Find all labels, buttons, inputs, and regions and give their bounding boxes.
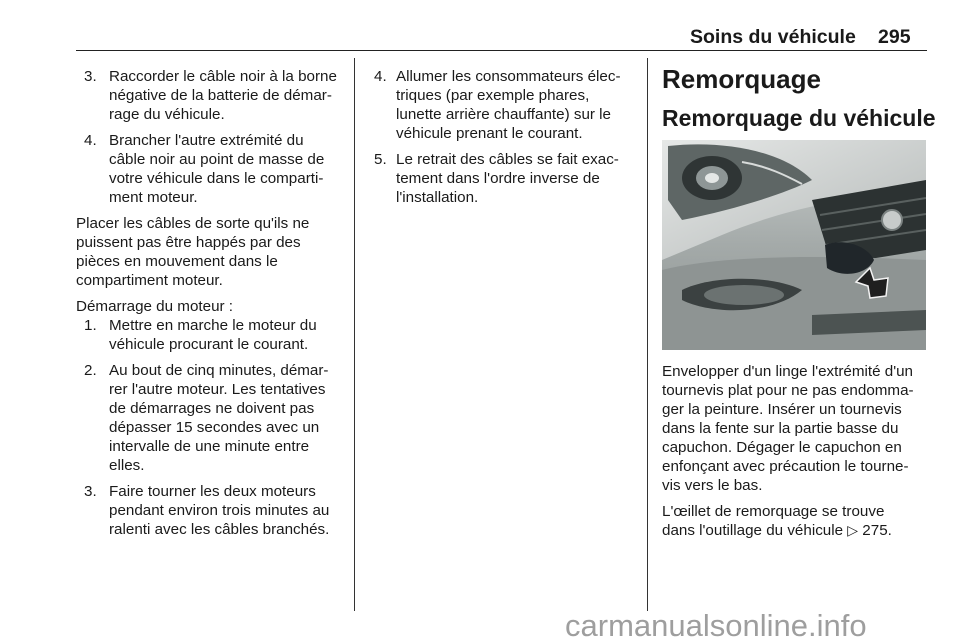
list-number: 5.	[374, 151, 387, 168]
header-rule	[76, 50, 927, 51]
section-subheading: Remorquage du véhicule	[662, 105, 936, 131]
reference-arrow-icon[interactable]: ▷	[847, 522, 859, 538]
column-2	[374, 67, 642, 214]
text-line: dépasser 15 secondes avec un	[109, 419, 320, 436]
paragraph	[76, 214, 348, 290]
text-line: vis vers le bas.	[662, 477, 763, 494]
text-line: rage du véhicule.	[109, 106, 225, 123]
text-line: tement dans l'ordre inverse de	[396, 170, 600, 187]
text-line: ger la peinture. Insérer un tournevis	[662, 401, 902, 418]
text-line: votre véhicule dans le comparti-	[109, 170, 324, 187]
list-item	[84, 131, 348, 207]
page-number: 295	[878, 26, 911, 48]
text-line: pièces en mouvement dans le	[76, 253, 278, 270]
text-line	[662, 521, 937, 540]
page-reference-link[interactable]: 275.	[862, 522, 892, 539]
text-line: câble noir au point de masse de	[109, 151, 325, 168]
text-line: enfonçant avec précaution le tourne-	[662, 458, 909, 475]
text-line: Le retrait des câbles se fait exac-	[396, 151, 619, 168]
text-line: elles.	[109, 457, 145, 474]
list-number: 2.	[84, 362, 97, 379]
running-header-title: Soins du véhicule	[690, 26, 856, 48]
paragraph	[662, 502, 937, 540]
section-heading: Remorquage	[662, 64, 821, 94]
text-line: triques (par exemple phares,	[396, 87, 590, 104]
column-3	[662, 64, 936, 132]
list-number: 4.	[374, 68, 387, 85]
list-item	[84, 316, 348, 354]
list-item	[84, 361, 348, 475]
text-line: Envelopper d'un linge l'extrémité d'un	[662, 363, 914, 380]
text-line: Mettre en marche le moteur du	[109, 317, 317, 334]
text-line: puissent pas être happés par des	[76, 234, 301, 251]
text-line: négative de la batterie de démar-	[109, 87, 332, 104]
list-item	[84, 67, 348, 124]
text-line: compartiment moteur.	[76, 272, 223, 289]
list-number: 1.	[84, 317, 97, 334]
column-3-body	[662, 362, 937, 547]
text-line: Au bout de cinq minutes, démar-	[109, 362, 329, 379]
text-line: Faire tourner les deux moteurs	[109, 483, 316, 500]
text-line: Raccorder le câble noir à la borne	[109, 68, 337, 85]
list-number: 3.	[84, 68, 97, 85]
text-line: véhicule procurant le courant.	[109, 336, 309, 353]
list-item	[374, 67, 642, 143]
text-line: pendant environ trois minutes au	[109, 502, 330, 519]
front-bumper-photo	[662, 140, 926, 350]
text-line: dans la fente sur la partie basse du	[662, 420, 899, 437]
text-line: l'installation.	[396, 189, 479, 206]
text-line: ralenti avec les câbles branchés.	[109, 521, 330, 538]
paragraph	[76, 297, 348, 316]
text-line: de démarrages ne doivent pas	[109, 400, 315, 417]
list-item	[84, 482, 348, 539]
watermark-text: carmanualsonline.info	[565, 608, 867, 643]
text-line: rer l'autre moteur. Les tentatives	[109, 381, 326, 398]
text-line: capuchon. Dégager le capuchon en	[662, 439, 902, 456]
start-label: Démarrage du moteur :	[76, 298, 234, 315]
text-line: L'œillet de remorquage se trouve	[662, 503, 885, 520]
text-line: lunette arrière chauffante) sur le	[396, 106, 611, 123]
reference-text: dans l'outillage du véhicule	[662, 522, 848, 539]
column-divider-1	[354, 58, 355, 611]
list-item	[374, 150, 642, 207]
text-line: intervalle de une minute entre	[109, 438, 310, 455]
text-line: Allumer les consommateurs élec-	[396, 68, 621, 85]
text-line: Placer les câbles de sorte qu'ils ne	[76, 215, 310, 232]
list-number: 4.	[84, 132, 97, 149]
text-line: Brancher l'autre extrémité du	[109, 132, 304, 149]
column-divider-2	[647, 58, 648, 611]
text-line: tournevis plat pour ne pas endomma-	[662, 382, 914, 399]
text-line: ment moteur.	[109, 189, 198, 206]
paragraph	[662, 362, 937, 495]
text-line: véhicule prenant le courant.	[396, 125, 583, 142]
list-number: 3.	[84, 483, 97, 500]
column-1	[76, 67, 348, 546]
